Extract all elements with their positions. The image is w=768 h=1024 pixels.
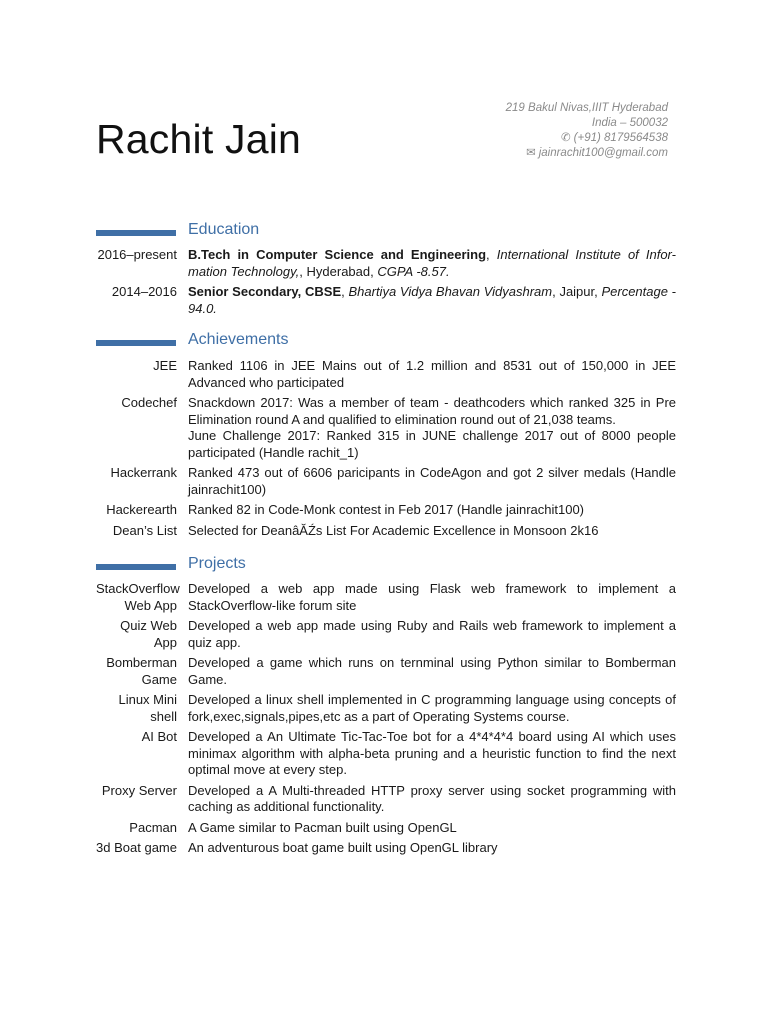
achievement-entry: [96, 395, 676, 461]
entry-line: Ranked 1106 in JEE Mains out of 1.2 million and 8531 out of 150,000 in JEE Advanced who participated: [188, 358, 676, 390]
entry-label: Bomberman Game: [106, 655, 177, 687]
institution: International Institute of Infor-mation Technology,: [188, 247, 676, 279]
project-entry: [96, 729, 676, 779]
entry-label: Pacman: [129, 819, 177, 835]
education-header: [96, 221, 676, 243]
score: Percentage - 94.0.: [188, 284, 677, 316]
entry-text: [188, 523, 676, 540]
separator: , Jaipur,: [552, 284, 602, 299]
phone-icon: ✆: [561, 132, 571, 144]
entry-label: StackOverflow Web App: [96, 581, 180, 613]
projects-section: [96, 555, 676, 857]
project-entry: [96, 655, 676, 688]
entry-line: Ranked 82 in Code-Monk contest in Feb 2017 (Handle jainrachit100): [188, 502, 585, 517]
entry-label: Hackerrank: [110, 465, 177, 480]
entry-line: Snackdown 2017: Was a member of team - deathcoders which ranked 325 in Pre Elimination round A and qualified to elimination round out of 21,038 teams.: [188, 395, 676, 427]
email-address[interactable]: jainrachit100@gmail.com: [538, 147, 668, 159]
entry-line: Ranked 473 out of 6606 paricipants in CodeAgon and got 2 silver medals (Handle jainrachit100): [188, 465, 676, 497]
entry-text: Developed a web app made using Flask web framework to implement a StackOverflow-like forum site: [188, 581, 676, 613]
projects-header: [96, 555, 676, 577]
entry-label: AI Bot: [141, 729, 177, 744]
entry-line: June Challenge 2017: Ranked 315 in JUNE challenge 2017 out of 8000 people participated (Handle rachit_1): [188, 428, 676, 460]
entry-text: Developed a linux shell implemented in C programming language using concepts of fork,exec,signals,pipes,etc as a part of Operating Systems course.: [188, 692, 676, 724]
entry-text: A Game similar to Pacman built using OpenGL: [188, 819, 457, 835]
section-bar: [96, 564, 176, 570]
degree: Senior Secondary, CBSE: [188, 284, 342, 299]
achievement-entry: [96, 523, 676, 540]
achievement-entry: [96, 358, 676, 391]
entry-label: Codechef: [121, 395, 177, 410]
entry-text: [188, 284, 676, 317]
separator: , Hyderabad,: [299, 263, 378, 279]
section-title: Projects: [188, 555, 246, 572]
institution: Bhartiya Vidya Bhavan Vidyashram: [348, 284, 553, 299]
project-entry: [96, 692, 676, 725]
section-title: Education: [188, 221, 260, 238]
education-section: [96, 221, 676, 317]
education-entry: [96, 284, 676, 317]
entry-text: Developed a An Ultimate Tic-Tac-Toe bot for a 4*4*4*4 board using AI which uses minimax algorithm with alpha-beta pruning and a heuristic function to find the next optimal move at every step.: [188, 729, 676, 777]
achievement-entry: [96, 465, 676, 498]
email-line[interactable]: [506, 146, 668, 161]
address-line-1: 219 Bakul Nivas,IIIT Hyderabad: [505, 102, 668, 114]
envelope-icon: ✉: [526, 147, 536, 159]
entry-label: 3d Boat game: [96, 840, 177, 855]
separator: ,: [341, 284, 349, 299]
project-entry: [96, 581, 676, 614]
entry-label: 2014–2016: [111, 284, 177, 299]
entry-label: 2016–present: [97, 247, 177, 262]
entry-label: Proxy Server: [101, 782, 177, 798]
entry-text: Developed a A Multi-threaded HTTP proxy server using socket programming with caching as additional functionality.: [188, 782, 676, 814]
section-bar: [96, 230, 176, 236]
entry-text: [188, 395, 676, 461]
project-entry: [96, 840, 676, 857]
degree: B.Tech in Computer Science and Engineering: [188, 247, 487, 262]
entry-label: Linux Mini shell: [118, 692, 177, 724]
entry-label: Dean’s List: [112, 522, 177, 538]
entry-label: Hackerearth: [106, 502, 177, 517]
entry-label: Quiz Web App: [120, 618, 177, 650]
candidate-name: Rachit Jain: [96, 116, 302, 162]
education-entry: [96, 247, 676, 280]
contact-block: [506, 101, 668, 161]
entry-text: Developed a game which runs on ternminal using Python similar to Bomberman Game.: [188, 655, 676, 687]
achievement-entry: [96, 502, 676, 519]
phone-number: (+91) 8179564538: [573, 132, 668, 144]
entry-text: [188, 465, 676, 498]
address-line-2: India – 500032: [591, 117, 668, 129]
entry-line: Selected for DeanâĂŹs List For Academic Excellence in Monsoon 2k16: [188, 522, 599, 538]
section-bar: [96, 340, 176, 346]
achievements-header: [96, 331, 676, 353]
section-title: Achievements: [188, 331, 289, 348]
entry-text: Developed a web app made using Ruby and Rails web framework to implement a quiz app.: [188, 618, 676, 650]
phone-line: [506, 131, 668, 146]
score: CGPA -8.57.: [377, 263, 450, 279]
entry-label: JEE: [153, 358, 177, 373]
entry-text: [188, 247, 676, 280]
entry-text: [188, 502, 676, 519]
separator: ,: [486, 247, 497, 262]
entry-text: [188, 358, 676, 391]
project-entry: [96, 618, 676, 651]
project-entry: [96, 783, 676, 816]
achievements-section: [96, 331, 676, 539]
entry-text: An adventurous boat game built using OpenGL library: [188, 840, 498, 855]
project-entry: [96, 820, 676, 837]
